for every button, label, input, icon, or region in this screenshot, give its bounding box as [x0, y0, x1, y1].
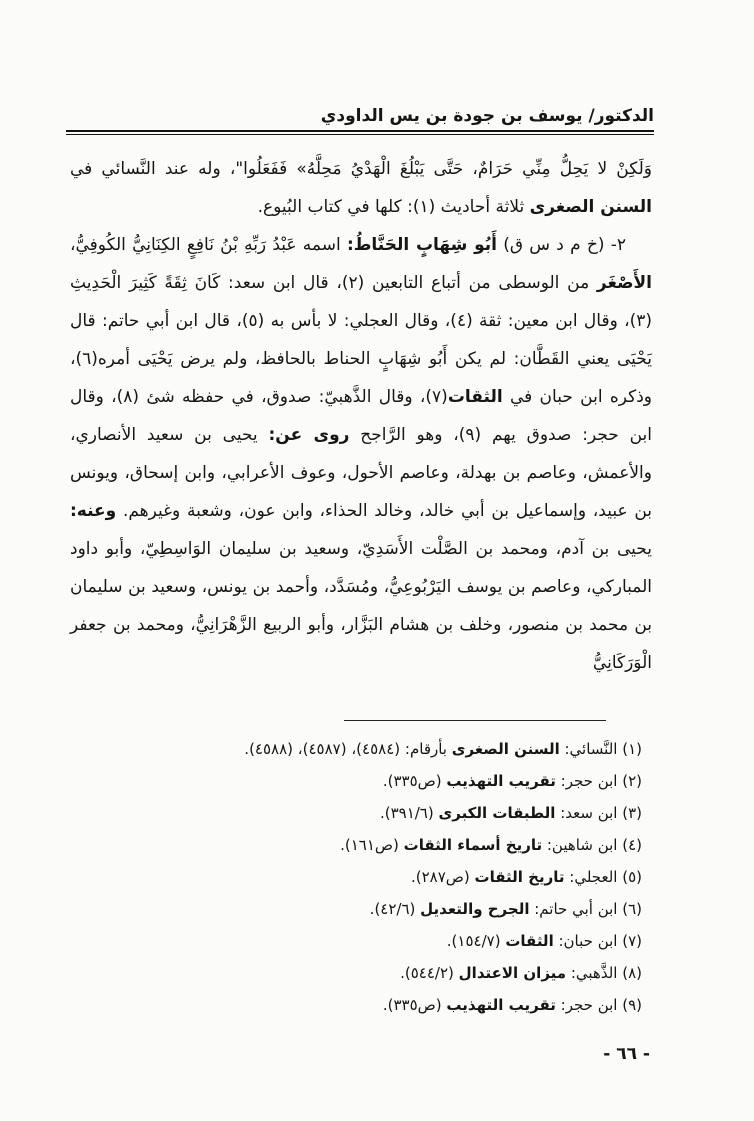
section-label-narrated-from: روى عن: [268, 425, 350, 445]
text-run: من الوسطى من أتباع التابعين (٢)، قال ابن سعد: كَانَ ثِقَةً كَثِيرَ الْحَدِيثِ (٣)، وقال ابن معين: ثقة (٤)، وقال العجلي: لا بأس به (٥)، قال ابن أبي حاتم: قال يَحْيَى يعني القَطَّان: لم يكن أَبُو شِهَابٍ الحناط بالحافظ، ولم يرض يَحْيَى أمره(٦)، وذكره ابن حبان في [70, 273, 652, 407]
footnote-ref: (٤٢/٦). [369, 900, 421, 918]
text-run: (٧)، وقال الذَّهبيّ: صدوق، في حفظه شئ (٨)، وقال ابن حجر: صدوق يهم (٩)، وهو الرَّاجح [70, 387, 653, 445]
footnote-title: السنن الصغرى [451, 740, 560, 758]
text-run: وَلَكِنْ لا يَحِلُّ مِنِّي حَرَامٌ، حَتَّى يَبْلُغَ الْهَدْيُ مَحِلَّهُ» فَفَعَلُوا"، وله عند النَّسائي في [70, 159, 652, 179]
entry-number: ٢- (خ م د س ق) [497, 235, 626, 255]
footnote-ref: بأرقام: (٤٥٨٤)، (٤٥٨٧)، (٤٥٨٨). [244, 740, 452, 758]
footnote-source: (٧) ابن حبان: [553, 932, 642, 950]
footnote-source: (٤) ابن شاهين: [542, 836, 642, 854]
footnote-ref: (٥٤٤/٢). [400, 964, 459, 982]
footnote-title: تقريب التهذيب [446, 772, 556, 790]
main-text [70, 150, 652, 682]
footnote-title: ميزان الاعتدال [458, 964, 567, 982]
page-number: - ٦٦ - [603, 1044, 650, 1064]
footnote-source: (٥) العجلي: [564, 868, 642, 886]
footnote [70, 765, 642, 797]
footnote-source: (٨) الذَّهبي: [566, 964, 642, 982]
footnote [70, 925, 642, 957]
book-title: السنن الصغرى [529, 197, 652, 217]
footnote-title: تاريخ أسماء الثقات [403, 836, 543, 854]
narrator-rank: الأَصْغَر [596, 273, 652, 293]
section-label-narrated-by: وعنه: [70, 501, 117, 521]
footnote-title: الجرح والتعديل [420, 900, 530, 918]
footnote-ref: (٣٩١/٦). [379, 804, 439, 822]
narrator-name: أَبُو شِهَابٍ الحَنَّاطُ: [346, 235, 497, 255]
text-run: اسمه عَبْدُ رَبِّهِ بْنُ نَافِعٍ الكِنَانِيُّ الكُوفِيُّ، [70, 235, 347, 255]
book-title: الثقات [447, 387, 503, 407]
footnote-ref: (ص٣٣٥). [382, 772, 447, 790]
footnotes-list [70, 733, 642, 1021]
footnote-title: الثقات [505, 932, 554, 950]
footnote-ref: (ص٣٣٥). [382, 996, 447, 1014]
text-run: ثلاثة أحاديث (١): كلها في كتاب البُيوع. [257, 197, 530, 217]
footnote [70, 989, 642, 1021]
header-rule-thin [66, 134, 654, 135]
footnote [70, 957, 642, 989]
paragraph-2 [70, 226, 652, 682]
footnote-title: تاريخ الثقات [474, 868, 565, 886]
text-run: يحيى بن آدم، ومحمد بن الصَّلْت الأَسَدِيّ، وسعيد بن سليمان الوَاسِطِيّ، وأبو داود المباركي، وعاصم بن يوسف اليَرْبُوعِيُّ، ومُسَدَّد، وأحمد بن يونس، وسعيد بن سليمان بن محمد بن منصور، وخلف بن هشام البَزَّار، وأبو الربيع الزَّهْرَانِيُّ، ومحمد بن جعفر الْوَرَكَانِيُّ [70, 539, 652, 673]
footnote [70, 797, 642, 829]
footnote-source: (٩) ابن حجر: [555, 996, 642, 1014]
footnote-title: الطبقات الكبرى [438, 804, 556, 822]
footnote-ref: (١٥٤/٧). [446, 932, 506, 950]
footnote [70, 733, 642, 765]
footnote-source: (٢) ابن حجر: [555, 772, 642, 790]
footnote-source: (٣) ابن سعد: [555, 804, 642, 822]
footnote-ref: (ص٢٨٧). [410, 868, 475, 886]
footnote-ref: (ص١٦١). [340, 836, 404, 854]
footnote [70, 861, 642, 893]
text-run: يحيى بن سعيد الأنصاري، والأعمش، وعاصم بن بهدلة، وعاصم الأحول، وعوف الأعرابي، وابن إسحاق، ويونس بن عبيد، وإسماعيل بن أبي خالد، وخالد الحذاء، وابن عون، وشعبة وغيرهم. [70, 425, 652, 521]
running-header: الدكتور/ يوسف بن جودة بن يس الداودي [320, 106, 654, 126]
footnote [70, 829, 642, 861]
footnote-source: (١) النَّسائي: [559, 740, 642, 758]
footnote-source: (٦) ابن أبي حاتم: [529, 900, 642, 918]
footnote [70, 893, 642, 925]
paragraph-1 [70, 150, 652, 226]
footnote-title: تقريب التهذيب [446, 996, 556, 1014]
header-rule-thick [66, 130, 654, 132]
footnote-separator [344, 720, 606, 721]
